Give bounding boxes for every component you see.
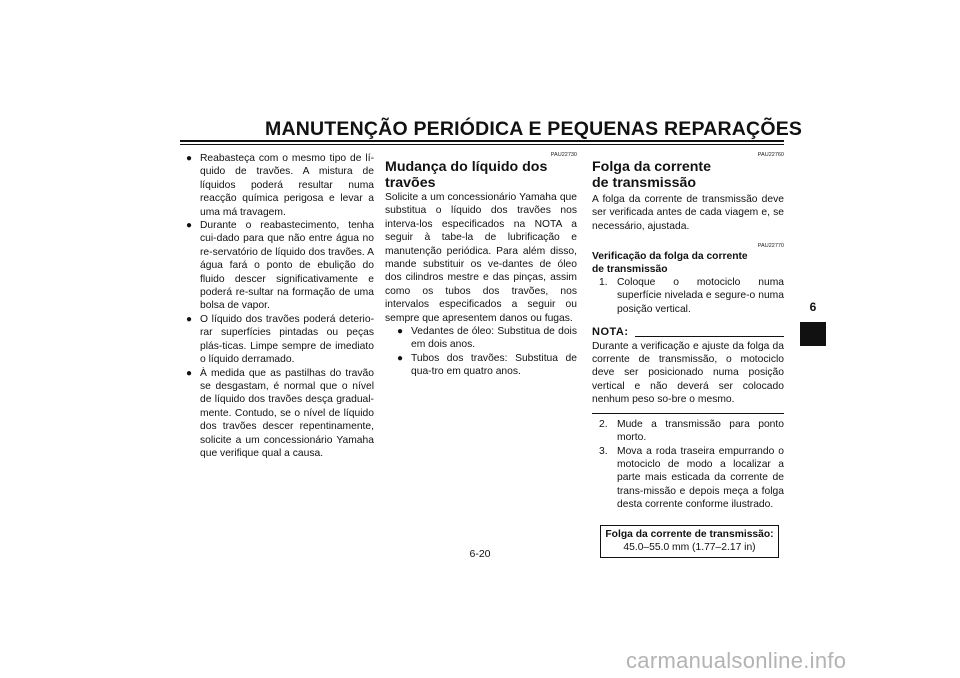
column-3 [592, 152, 784, 558]
title-rule [180, 140, 784, 142]
bullet-icon: ● [186, 367, 193, 379]
spec-value: 45.0–55.0 mm (1.77–2.17 in) [623, 541, 756, 553]
section-code: PAU22730 [550, 152, 577, 158]
bullet-item: ● O líquido dos travões poderá deterio-rar superfícies pintadas ou peças plás-ticas. Limpe sempre de imediato o líquido derramado. [186, 313, 374, 366]
bullet-icon: ● [186, 220, 193, 232]
bullet-item: ● Reabasteça com o mesmo tipo de lí-quido de travões. A mistura de líquidos poderá resultar numa reacção química perigosa e levar a uma má travagem. [186, 153, 374, 218]
subsection-heading: Verificação da folga da corrente de transmissão [592, 251, 748, 275]
bullet-item: ● Vedantes de óleo: Substitua de dois em dois anos. [397, 326, 577, 351]
page-title: MANUTENÇÃO PERIÓDICA E PEQUENAS REPARAÇÕES [265, 118, 803, 140]
chapter-number: 6 [809, 300, 817, 314]
bullet-icon: ● [397, 352, 404, 364]
column-2 [385, 152, 577, 379]
step-number: 2. [599, 418, 608, 430]
watermark: carmanualsonline.info [626, 648, 847, 673]
bullet-item: ● À medida que as pastilhas do travão se desgastam, é normal que o nível de líquido dos travões desça gradual-mente. Contudo, se o nível de líquido dos travões descer repentinamente, solicite a um concessionário Yamaha que verifique qual a causa. [186, 367, 374, 459]
step-item: 3. Mova a roda traseira empurrando o motociclo de modo a localizar a parte mais esticada da corrente de trans-missão e depois meça a folga desta corrente conforme ilustrado. [599, 445, 784, 511]
bullet-icon: ● [186, 153, 193, 164]
note-end-rule [592, 413, 784, 414]
spec-box [600, 525, 779, 559]
page-number: 6-20 [469, 548, 491, 560]
step-item: 1. Coloque o motociclo numa superfície nivelada e segure-o numa posição vertical. [599, 277, 784, 315]
column-1 [186, 152, 374, 460]
section-intro: Solicite a um concessionário Yamaha que substitua o líquido dos travões nos interva-los especificados na NOTA a seguir à tabe-la de lubrificação e manutenção periódica. Para além disso, mande substituir os ve-dantes de óleo dos cilindros mestre e das pinças, assim como os tubos dos travões, nos intervalos especificados a seguir ou sempre que apresentem danos ou fugas. [385, 192, 577, 324]
bullet-item: ● Tubos dos travões: Substitua de qua-tro em quatro anos. [397, 352, 577, 378]
spec-title: Folga da corrente de transmissão: [605, 528, 774, 540]
note-rule [635, 336, 784, 337]
note-label: NOTA: [592, 326, 629, 339]
section-intro: A folga da corrente de transmissão deve ser verificada antes de cada viagem e, se necessário, ajustada. [592, 194, 784, 232]
title-rule-thin [180, 144, 784, 145]
bullet-icon: ● [186, 313, 193, 325]
bullet-item: ● Durante o reabastecimento, tenha cui-dado para que não entre água no re-servatório de líquido dos travões. A água fará o ponto de ebulição do fluido descer significativamente e poderá re-sultar na formação de uma bolsa de vapor. [186, 220, 374, 312]
note-header [592, 326, 784, 339]
section-heading: Mudança do líquido dos travões [385, 159, 548, 191]
bullet-icon: ● [397, 326, 404, 338]
step-number: 3. [599, 445, 608, 457]
step-item: 2. Mude a transmissão para ponto morto. [599, 418, 784, 444]
section-heading: Folga da corrente de transmissão [592, 159, 712, 191]
section-code: PAU22770 [757, 243, 784, 250]
chapter-tab [800, 322, 826, 346]
section-code: PAU22760 [757, 152, 784, 158]
step-number: 1. [599, 277, 608, 289]
note-text: Durante a verificação e ajuste da folga da corrente de transmissão, o motociclo deve ser posicionado numa posição vertical e não deverá ser colocado nenhum peso so-bre o mesmo. [592, 340, 784, 406]
